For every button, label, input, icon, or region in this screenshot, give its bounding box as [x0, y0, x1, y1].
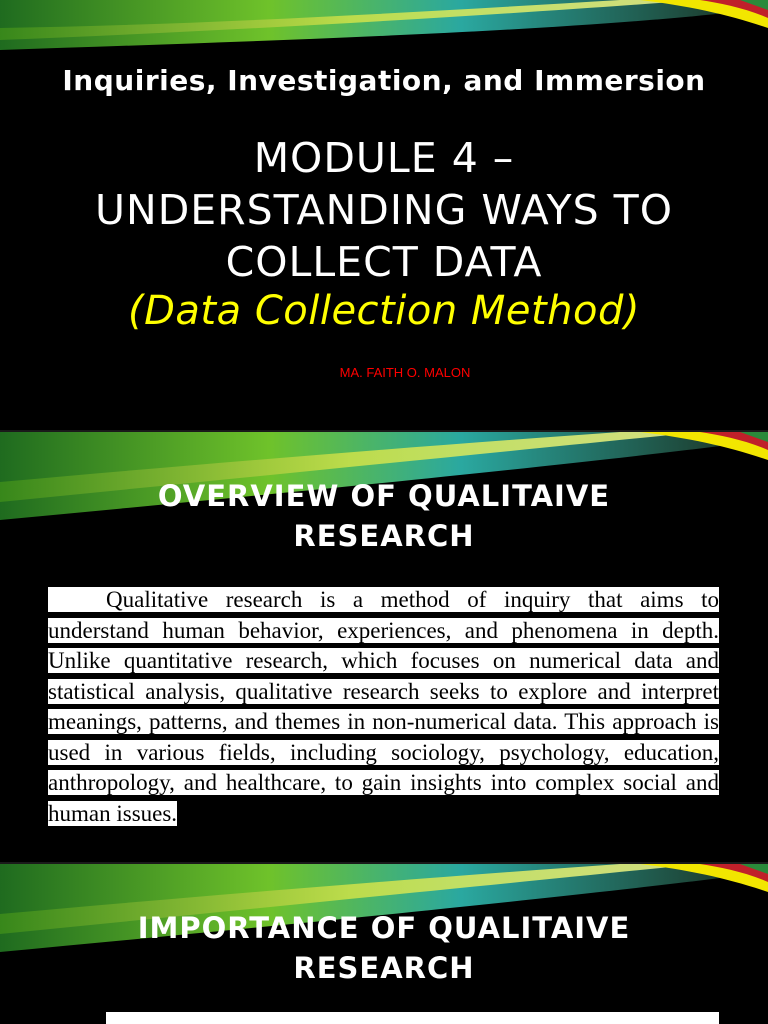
heading-line: RESEARCH: [293, 951, 475, 985]
paragraph-text: Qualitative research is a method of inquiry that aims to understand human behavior, experiences, and phenomena in depth. Unlike quantitative research, which focuses on numerical data and statistical analysis, qualitative research seeks to explore and interpret meanings, patterns, and themes in non-numerical data. This approach is used in various fields, including sociology, psychology, education, anthropology, and healthcare, to gain insights into complex social and human issues.: [48, 587, 719, 826]
importance-paragraph-box: [106, 1012, 719, 1024]
slide-importance: [0, 864, 768, 1024]
heading-line: OVERVIEW OF QUALITAIVE: [157, 479, 611, 513]
slide-overview: [0, 432, 768, 862]
module-title-line: COLLECT DATA: [225, 238, 543, 286]
heading-line: RESEARCH: [293, 519, 475, 553]
overview-paragraph: [48, 585, 719, 829]
heading-line: IMPORTANCE OF QUALITAIVE: [137, 911, 631, 945]
module-title-line: UNDERSTANDING WAYS TO: [95, 186, 673, 234]
module-subtitle: (Data Collection Method): [127, 288, 641, 334]
module-title: [0, 132, 768, 288]
slide-title: [0, 0, 768, 430]
slide-heading: [0, 908, 768, 988]
slide-heading: [0, 476, 768, 556]
course-title: Inquiries, Investigation, and Immersion: [62, 64, 706, 97]
module-title-line: MODULE 4 –: [253, 134, 515, 182]
author-name: MA. FAITH O. MALON: [339, 365, 471, 380]
